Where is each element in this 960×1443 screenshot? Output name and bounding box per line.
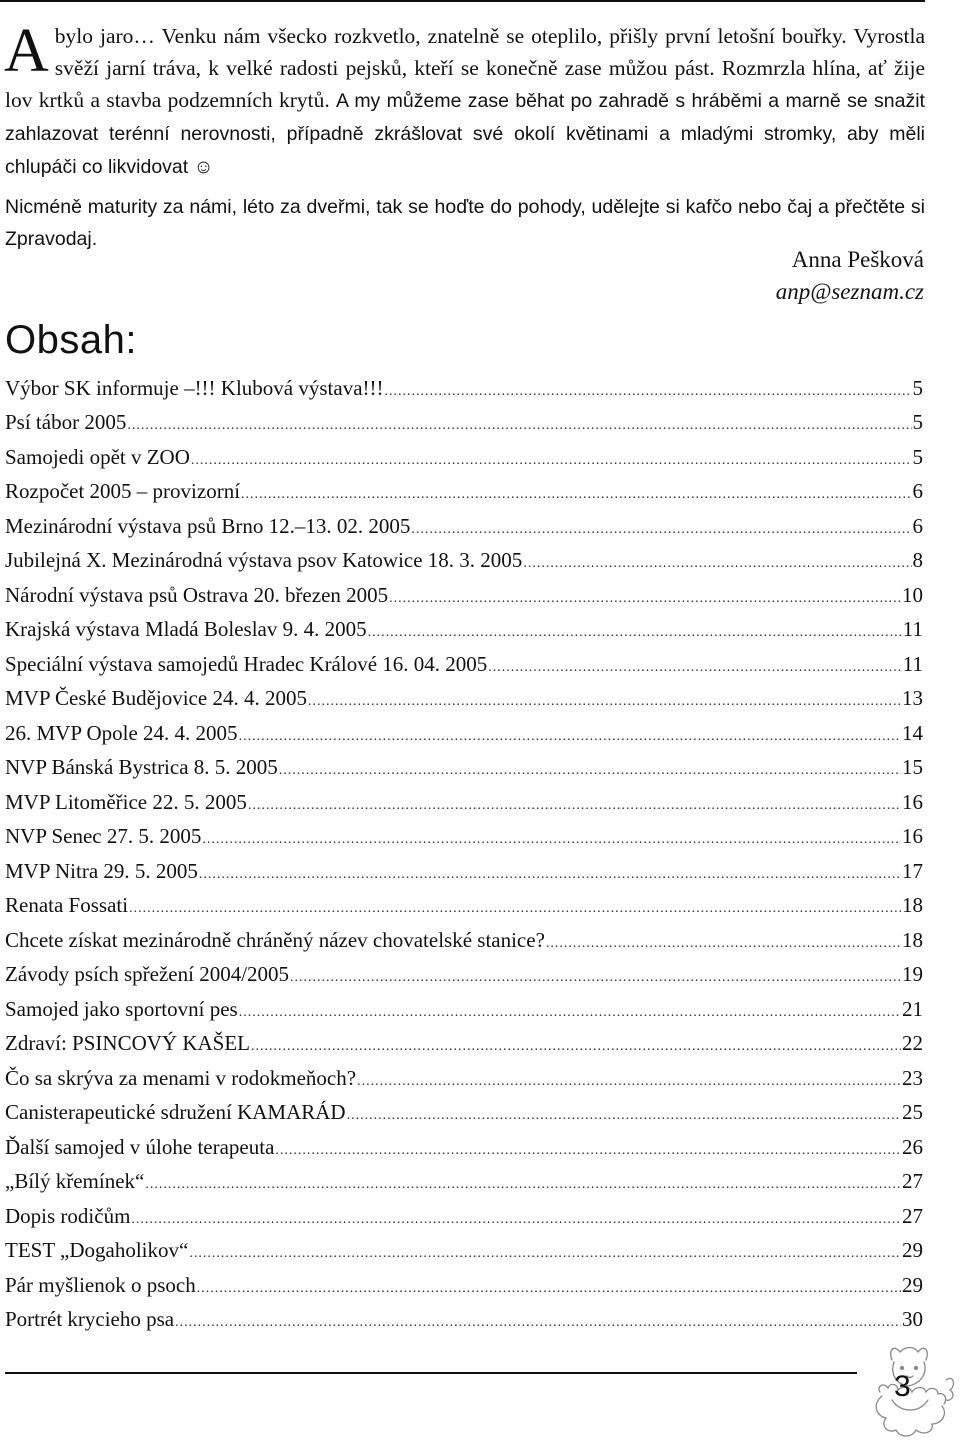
toc-entry-page: 29 <box>902 1238 923 1262</box>
toc-dot-leader <box>239 726 901 748</box>
toc-entry[interactable] <box>5 472 923 507</box>
toc-entry-page: 14 <box>902 720 923 745</box>
toc-entry[interactable] <box>5 782 923 817</box>
toc-entry-title: Chcete získat mezinárodně chráněný název chovatelské stanice? <box>5 927 545 952</box>
toc-entry-title: Národní výstava psů Ostrava 20. březen 2005 <box>5 582 389 607</box>
toc-entry-page: 29 <box>902 1272 923 1297</box>
toc-entry-page: 25 <box>902 1100 923 1124</box>
toc-entry-page: 11 <box>902 617 923 641</box>
signature-name: Anna Pešková <box>791 247 924 272</box>
toc-entry[interactable] <box>5 955 923 990</box>
toc-entry-title: Mezinárodní výstava psů Brno 12.–13. 02. 2005 <box>5 513 411 538</box>
toc-entry[interactable] <box>5 1093 923 1128</box>
toc-dot-leader <box>546 933 901 955</box>
toc-entry-title: Závody psích spřežení 2004/2005 <box>5 962 290 986</box>
toc-entry-title: Speciální výstava samojedů Hradec Králové 16. 04. 2005 <box>5 651 488 676</box>
toc-entry-title: Čo sa skrýva za menami v rodokmeňoch? <box>5 1065 357 1090</box>
toc-dot-leader <box>308 691 901 713</box>
toc-entry-page: 6 <box>912 513 923 538</box>
toc-entry-page: 30 <box>902 1307 923 1331</box>
toc-entry-page: 21 <box>902 996 923 1021</box>
toc-entry[interactable] <box>5 644 923 679</box>
toc-dot-leader <box>127 415 911 437</box>
toc-entry[interactable] <box>5 610 923 645</box>
toc-entry[interactable] <box>5 541 923 576</box>
drop-cap: A <box>4 17 49 85</box>
toc-dot-leader <box>189 1243 901 1265</box>
toc-entry-page: 5 <box>912 375 923 400</box>
toc-entry[interactable] <box>5 575 923 610</box>
toc-entry-page: 18 <box>902 893 923 917</box>
toc-entry-page: 26 <box>902 1134 923 1159</box>
toc-entry-page: 27 <box>902 1203 923 1228</box>
toc-dot-leader <box>131 1209 901 1231</box>
toc-entry-page: 10 <box>902 582 923 607</box>
toc-entry-title: MVP Nitra 29. 5. 2005 <box>5 858 198 883</box>
toc-entry-title: Samojedi opět v ZOO <box>5 444 190 469</box>
toc-dot-leader <box>368 622 902 644</box>
toc-dot-leader <box>290 967 901 989</box>
toc-entry[interactable] <box>5 1058 923 1093</box>
toc-entry-title: Zdraví: PSINCOVÝ KAŠEL <box>5 1031 250 1055</box>
toc-entry-title: Canisterapeutické sdružení KAMARÁD <box>5 1100 346 1124</box>
toc-entry[interactable] <box>5 886 923 921</box>
toc-entry-title: NVP Bánská Bystrica 8. 5. 2005 <box>5 755 278 779</box>
toc-entry-page: 5 <box>912 410 923 434</box>
toc-entry-page: 11 <box>902 651 923 676</box>
toc-dot-leader <box>251 1036 901 1058</box>
toc-entry[interactable] <box>5 1024 923 1059</box>
intro-paragraph-1 <box>4 17 925 183</box>
toc-entry-title: Renata Fossati <box>5 893 129 917</box>
smiley-icon: ☺ <box>193 156 214 178</box>
toc-entry-page: 13 <box>902 686 923 710</box>
toc-entry-page: 18 <box>902 927 923 952</box>
toc-entry-page: 5 <box>912 444 923 469</box>
toc-dot-leader <box>248 795 901 817</box>
toc-entry-page: 8 <box>912 548 923 572</box>
toc-dot-leader <box>175 1312 901 1334</box>
toc-entry-page: 23 <box>902 1065 923 1090</box>
toc-dot-leader <box>145 1174 901 1196</box>
toc-dot-leader <box>239 1002 901 1024</box>
toc-entry-title: Psí tábor 2005 <box>5 410 127 434</box>
toc-entry-page: 6 <box>912 479 923 503</box>
toc-entry[interactable] <box>5 1127 923 1162</box>
top-rule <box>0 0 925 2</box>
intro-paragraph-2: Nicméně maturity za námi, léto za dveřmi, tak se hoďte do pohody, udělejte si kafčo nebo čaj a přečtěte si Zpravodaj. <box>5 196 925 250</box>
toc-entry[interactable] <box>5 368 923 403</box>
toc-entry-title: Jubilejná X. Mezinárodná výstava psov Katowice 18. 3. 2005 <box>5 548 523 572</box>
intro-sans-text: A my můžeme zase běhat po zahradě s hráběmi a marně se snažit zahlazovat terénní nerovnosti, případně zkrášlovat své okolí květinami a mladými stromky, aby měli chlupáči co likvidovat <box>5 90 925 178</box>
signature <box>776 244 924 308</box>
toc-entry[interactable] <box>5 851 923 886</box>
toc-entry-title: Výbor SK informuje –!!! Klubová výstava!!! <box>5 375 384 400</box>
toc-entry-page: 15 <box>902 755 923 779</box>
toc-dot-leader <box>199 864 901 886</box>
toc-entry-title: Portrét krycieho psa <box>5 1307 175 1331</box>
toc-dot-leader <box>191 450 912 472</box>
toc-entry[interactable] <box>5 713 923 748</box>
toc-entry-page: 27 <box>902 1169 923 1193</box>
toc-entry-page: 19 <box>902 962 923 986</box>
toc-entry[interactable] <box>5 1196 923 1231</box>
toc-dot-leader <box>129 898 901 920</box>
toc-heading: Obsah: <box>5 318 137 362</box>
toc-entry-title: Rozpočet 2005 – provizorní <box>5 479 241 503</box>
toc-dot-leader <box>411 519 911 541</box>
toc-dot-leader <box>197 1278 901 1300</box>
toc-entry-title: Samojed jako sportovní pes <box>5 996 238 1021</box>
page-number: 3 <box>894 1370 911 1403</box>
toc-entry[interactable] <box>5 1231 923 1266</box>
toc-dot-leader <box>347 1105 901 1127</box>
toc-dot-leader <box>385 381 912 403</box>
toc-entry-page: 22 <box>902 1031 923 1055</box>
intro-text <box>4 17 925 255</box>
toc-entry[interactable] <box>5 748 923 783</box>
toc-entry-page: 17 <box>902 858 923 883</box>
toc-entry-title: Dopis rodičům <box>5 1203 131 1228</box>
toc-entry-title: „Bílý křemínek“ <box>5 1169 145 1193</box>
toc-entry[interactable] <box>5 920 923 955</box>
toc-entry[interactable] <box>5 817 923 852</box>
toc-entry-page: 16 <box>902 824 923 848</box>
toc-dot-leader <box>523 553 911 575</box>
toc-entry[interactable] <box>5 989 923 1024</box>
toc-entry-title: MVP České Budějovice 24. 4. 2005 <box>5 686 307 710</box>
toc-entry[interactable] <box>5 506 923 541</box>
toc-entry-title: Ďalší samojed v úlohe terapeuta <box>5 1134 275 1159</box>
toc-entry-title: Krajská výstava Mladá Boleslav 9. 4. 2005 <box>5 617 367 641</box>
toc-dot-leader <box>241 484 911 506</box>
bottom-rule <box>5 1372 857 1374</box>
toc-entry-title: 26. MVP Opole 24. 4. 2005 <box>5 720 238 745</box>
toc-entry-page: 16 <box>902 789 923 814</box>
toc-entry-title: MVP Litoměřice 22. 5. 2005 <box>5 789 247 814</box>
toc-entry-title: TEST „Dogaholikov“ <box>5 1238 189 1262</box>
toc-entry-title: NVP Senec 27. 5. 2005 <box>5 824 202 848</box>
toc-entry[interactable] <box>5 1162 923 1197</box>
toc-dot-leader <box>357 1071 901 1093</box>
signature-email[interactable]: anp@seznam.cz <box>775 279 924 304</box>
toc-entry[interactable] <box>5 679 923 714</box>
intro-serif-text: bylo jaro… Venku nám všecko rozkvetlo, znatelně se oteplilo, přišly první letošní bouřky. Vyrostla svěží jarní tráva, k velké radosti pejsků, kteří se konečně zase můžou pást. Rozmrzla hlína, ať žije lov krtků a stavba podzemních krytů. <box>5 24 925 112</box>
toc-entry[interactable] <box>5 1300 923 1335</box>
toc-entry[interactable] <box>5 1265 923 1300</box>
toc-dot-leader <box>279 760 901 782</box>
toc-dot-leader <box>202 829 901 851</box>
toc-entry[interactable] <box>5 437 923 472</box>
toc-dot-leader <box>389 588 901 610</box>
toc-entry-title: Pár myšlienok o psoch <box>5 1272 196 1297</box>
toc-dot-leader <box>488 657 901 679</box>
toc-dot-leader <box>275 1140 901 1162</box>
table-of-contents <box>5 368 923 1334</box>
toc-entry[interactable] <box>5 403 923 438</box>
